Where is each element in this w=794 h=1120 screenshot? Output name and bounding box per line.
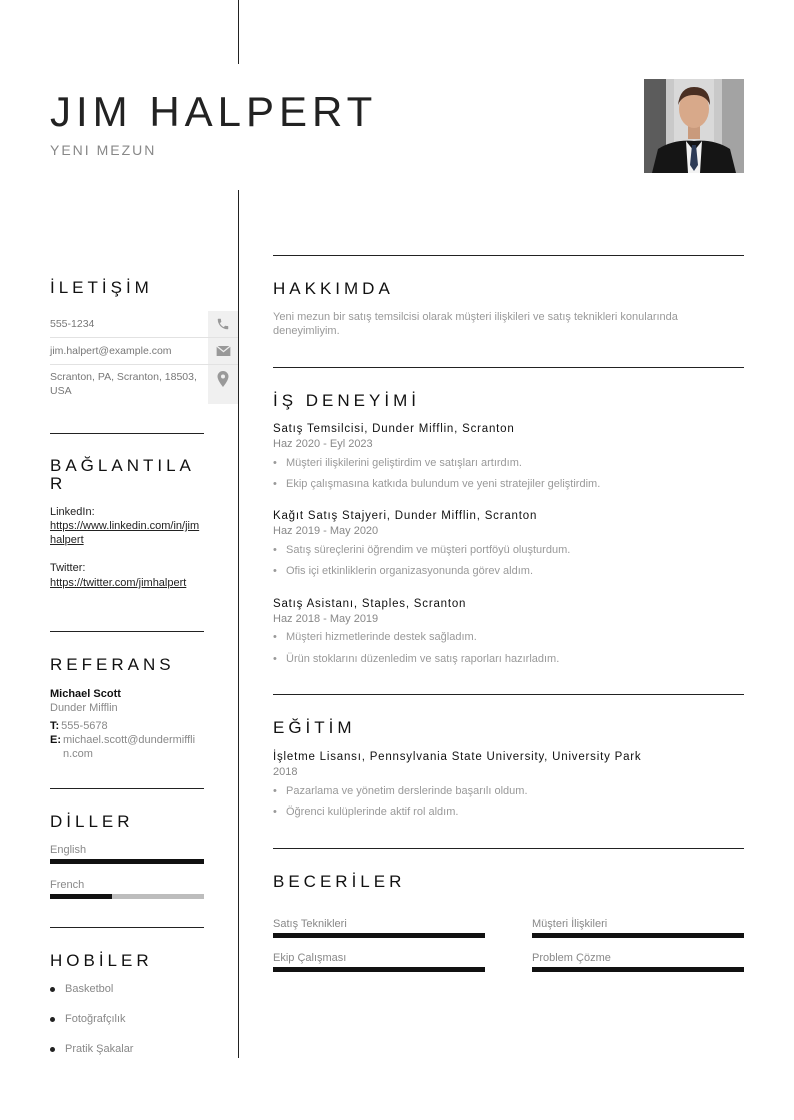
job-bullet-text: Ürün stoklarını düzenledim ve satış raporları hazırladım. (286, 653, 560, 665)
education-title: İşletme Lisansı, Pennsylvania State University, University Park (273, 751, 642, 763)
reference-email-line (50, 733, 204, 761)
hobby-label: Pratik Şakalar (65, 1043, 134, 1055)
divider-education (273, 694, 744, 695)
section-title-hobbies: HOBİLER (50, 951, 153, 970)
section-title-education: EĞİTİM (273, 718, 356, 737)
education-date: 2018 (273, 766, 298, 778)
profile-photo (644, 79, 744, 173)
reference-phone-label: T: (50, 720, 60, 732)
about-text: Yeni mezun bir satış temsilcisi olarak müşteri ilişkileri ve satış teknikleri konularında deneyimliyim. (273, 311, 678, 337)
language-french-fill (50, 894, 112, 899)
skill-bar-fill (273, 967, 485, 972)
job-bullet-text: Satış süreçlerini öğrendim ve müşteri portföyü oluşturdum. (286, 544, 571, 556)
section-title-languages: DİLLER (50, 812, 134, 831)
candidate-role: YENI MEZUN (50, 142, 157, 158)
divider-languages (50, 788, 204, 789)
link-linkedin[interactable]: https://www.linkedin.com/in/jimhalpert (50, 520, 200, 546)
education-bullet (273, 785, 528, 797)
hobby-item (50, 1013, 126, 1025)
job-date: Haz 2020 - Eyl 2023 (273, 438, 373, 450)
map-pin-icon (208, 365, 238, 404)
section-title-experience: İŞ DENEYİMİ (273, 391, 420, 410)
portrait-illustration (644, 79, 744, 173)
divider-experience (273, 367, 744, 368)
link-twitter[interactable]: https://twitter.com/jimhalpert (50, 577, 187, 589)
reference-phone-line (50, 719, 204, 733)
hobby-label: Fotoğrafçılık (65, 1013, 126, 1025)
job-title: Satış Temsilcisi, Dunder Mifflin, Scranton (273, 423, 515, 435)
bullet-mark: • (273, 544, 277, 556)
job-bullet (273, 565, 533, 577)
language-english-bar (50, 859, 204, 864)
job-bullet (273, 544, 570, 556)
divider-skills (273, 848, 744, 849)
contact-phone-row (50, 311, 238, 338)
job-bullet-text: Ekip çalışmasına katkıda bulundum ve yeni stratejiler geliştirdim. (286, 478, 601, 490)
candidate-name: JIM HALPERT (50, 88, 378, 135)
language-english-fill (50, 859, 204, 864)
bullet-dot (50, 1047, 55, 1052)
phone-icon (208, 311, 238, 337)
language-english-label: English (50, 844, 87, 856)
divider-top (238, 0, 239, 64)
job-bullet (273, 457, 522, 469)
contact-email[interactable]: jim.halpert@example.com (50, 345, 172, 357)
job-date: Haz 2018 - May 2019 (273, 613, 379, 625)
skill-label: Ekip Çalışması (273, 952, 347, 964)
bullet-mark: • (273, 806, 277, 818)
reference-email-label: E: (50, 734, 61, 746)
education-bullet-text: Pazarlama ve yönetim derslerinde başarılı oldum. (286, 785, 528, 797)
language-french-label: French (50, 879, 85, 891)
job-bullet (273, 631, 477, 643)
skill-bar (273, 967, 485, 972)
job-bullet (273, 653, 559, 665)
contact-address-row (50, 365, 238, 404)
skill-label: Müşteri İlişkileri (532, 918, 608, 930)
link-label-twitter: Twitter: (50, 562, 86, 574)
contact-phone[interactable]: 555-1234 (50, 318, 95, 330)
skill-bar-fill (532, 933, 744, 938)
hobby-item (50, 1043, 133, 1055)
reference-name: Michael Scott (50, 688, 121, 700)
job-bullet-text: Ofis içi etkinliklerin organizasyonunda görev aldım. (286, 565, 534, 577)
contact-address: Scranton, PA, Scranton, 18503, USA (50, 371, 197, 397)
reference-company: Dunder Mifflin (50, 702, 118, 714)
skill-label: Satış Teknikleri (273, 918, 347, 930)
skill-bar-fill (532, 967, 744, 972)
skill-label: Problem Çözme (532, 952, 611, 964)
divider-about (273, 255, 744, 256)
hobby-label: Basketbol (65, 983, 114, 995)
skill-bar-fill (273, 933, 485, 938)
bullet-dot (50, 987, 55, 992)
hobby-item (50, 983, 113, 995)
link-label-linkedin: LinkedIn: (50, 506, 95, 518)
skill-bar (532, 967, 744, 972)
contact-email-row (50, 338, 238, 365)
job-bullet-text: Müşteri hizmetlerinde destek sağladım. (286, 631, 477, 643)
bullet-mark: • (273, 785, 277, 797)
job-date: Haz 2019 - May 2020 (273, 525, 379, 537)
divider-links (50, 433, 204, 434)
reference-phone[interactable]: 555-5678 (61, 720, 108, 732)
job-bullet-text: Müşteri ilişkilerini geliştirdim ve satışları artırdım. (286, 457, 522, 469)
divider-references (50, 631, 204, 632)
envelope-icon (208, 338, 238, 364)
job-title: Kağıt Satış Stajyeri, Dunder Mifflin, Scranton (273, 510, 538, 522)
language-french-bar (50, 894, 204, 899)
bullet-mark: • (273, 457, 277, 469)
bullet-mark: • (273, 478, 277, 490)
section-title-contact: İLETİŞİM (50, 278, 153, 297)
reference-email[interactable]: michael.scott@dundermifflin.com (63, 734, 196, 760)
section-title-references: REFERANS (50, 655, 175, 674)
education-bullet (273, 806, 458, 818)
section-title-about: HAKKIMDA (273, 279, 394, 298)
job-title: Satış Asistanı, Staples, Scranton (273, 598, 467, 610)
divider-main (238, 190, 239, 1058)
section-title-links: BAĞLANTILA R (50, 456, 194, 493)
divider-hobbies (50, 927, 204, 928)
skill-bar (273, 933, 485, 938)
bullet-mark: • (273, 653, 277, 665)
bullet-mark: • (273, 631, 277, 643)
skill-bar (532, 933, 744, 938)
education-bullet-text: Öğrenci kulüplerinde aktif rol aldım. (286, 806, 459, 818)
bullet-dot (50, 1017, 55, 1022)
bullet-mark: • (273, 565, 277, 577)
job-bullet (273, 478, 600, 490)
section-title-skills: BECERİLER (273, 872, 406, 891)
